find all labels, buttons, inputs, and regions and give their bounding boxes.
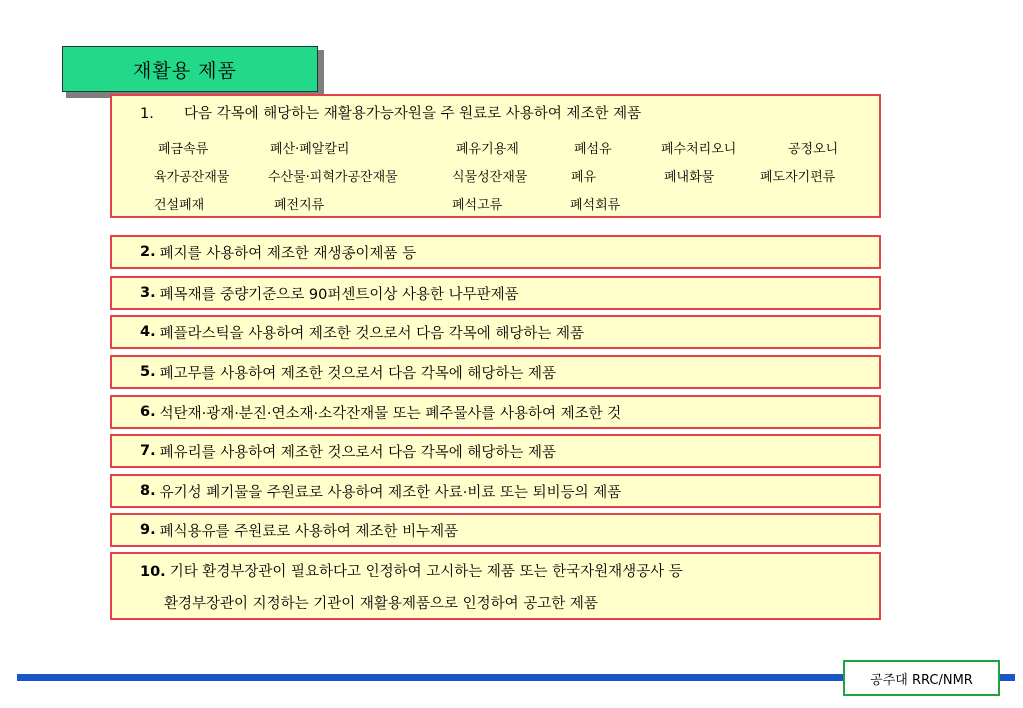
material-item: 폐산·폐알칼리 [270, 142, 350, 157]
item-panel-4 [110, 315, 881, 349]
material-item: 폐금속류 [158, 142, 209, 157]
item-number: 9. [140, 522, 156, 538]
material-item: 폐전지류 [274, 198, 325, 213]
item-text: 폐식용유를 주원료로 사용하여 제조한 비누제품 [159, 523, 459, 540]
item-panel-6 [110, 395, 881, 429]
item-1-number: 1. [140, 106, 154, 122]
item-panel-7 [110, 434, 881, 468]
page-title: 재활용 제품 [62, 46, 318, 92]
material-item: 폐석회류 [570, 198, 621, 213]
item-panel-10 [110, 552, 881, 620]
item-number: 2. [140, 244, 156, 260]
material-item: 건설폐재 [154, 198, 205, 213]
material-item: 폐내화물 [664, 170, 715, 185]
item-number: 4. [140, 324, 156, 340]
item-1-heading [140, 102, 641, 123]
item-text: 기타 환경부장관이 필요하다고 인정하여 고시하는 제품 또는 한국자원재생공사 등 [169, 564, 683, 580]
material-item: 폐수처리오니 [661, 142, 737, 157]
item-text: 폐목재를 중량기준으로 90퍼센트이상 사용한 나무판제품 [159, 286, 519, 303]
item-1-text: 다음 각목에 해당하는 재활용가능자원을 주 원료로 사용하여 제조한 제품 [184, 106, 642, 122]
item-panel-9 [110, 513, 881, 547]
item-text: 석탄재·광재·분진·연소재·소각잔재물 또는 폐주물사를 사용하여 제조한 것 [159, 405, 622, 422]
item-panel-8 [110, 474, 881, 508]
item-10-line1 [140, 560, 683, 581]
material-item: 식물성잔재물 [452, 170, 528, 185]
item-number: 6. [140, 404, 156, 420]
material-item: 공정오니 [788, 142, 839, 157]
item-number: 10. [140, 564, 166, 580]
item-panel-2 [110, 235, 881, 269]
material-item: 폐유기용제 [456, 142, 519, 157]
item-panel-5 [110, 355, 881, 389]
item-number: 5. [140, 364, 156, 380]
item-number: 3. [140, 285, 156, 301]
material-item: 폐석고류 [452, 198, 503, 213]
footer-badge: 공주대 RRC/NMR [843, 660, 1000, 696]
item-10-line2: 환경부장관이 지정하는 기관이 재활용제품으로 인정하여 공고한 제품 [164, 596, 598, 612]
item-number: 8. [140, 483, 156, 499]
material-item: 육가공잔재물 [154, 170, 230, 185]
material-item: 수산물·피혁가공잔재물 [268, 170, 398, 185]
item-text: 유기성 폐기물을 주원료로 사용하여 제조한 사료·비료 또는 퇴비등의 제품 [159, 484, 622, 501]
item-panel-1 [110, 94, 881, 218]
material-item: 폐섬유 [574, 142, 612, 157]
item-text: 폐유리를 사용하여 제조한 것으로서 다음 각목에 해당하는 제품 [159, 444, 557, 461]
item-number: 7. [140, 443, 156, 459]
material-item: 폐도자기편류 [760, 170, 836, 185]
material-item: 폐유 [571, 170, 597, 185]
item-text: 폐지를 사용하여 제조한 재생종이제품 등 [159, 245, 417, 262]
item-text: 폐플라스틱을 사용하여 제조한 것으로서 다음 각목에 해당하는 제품 [159, 325, 585, 342]
item-text: 폐고무를 사용하여 제조한 것으로서 다음 각목에 해당하는 제품 [159, 365, 557, 382]
item-panel-3 [110, 276, 881, 310]
